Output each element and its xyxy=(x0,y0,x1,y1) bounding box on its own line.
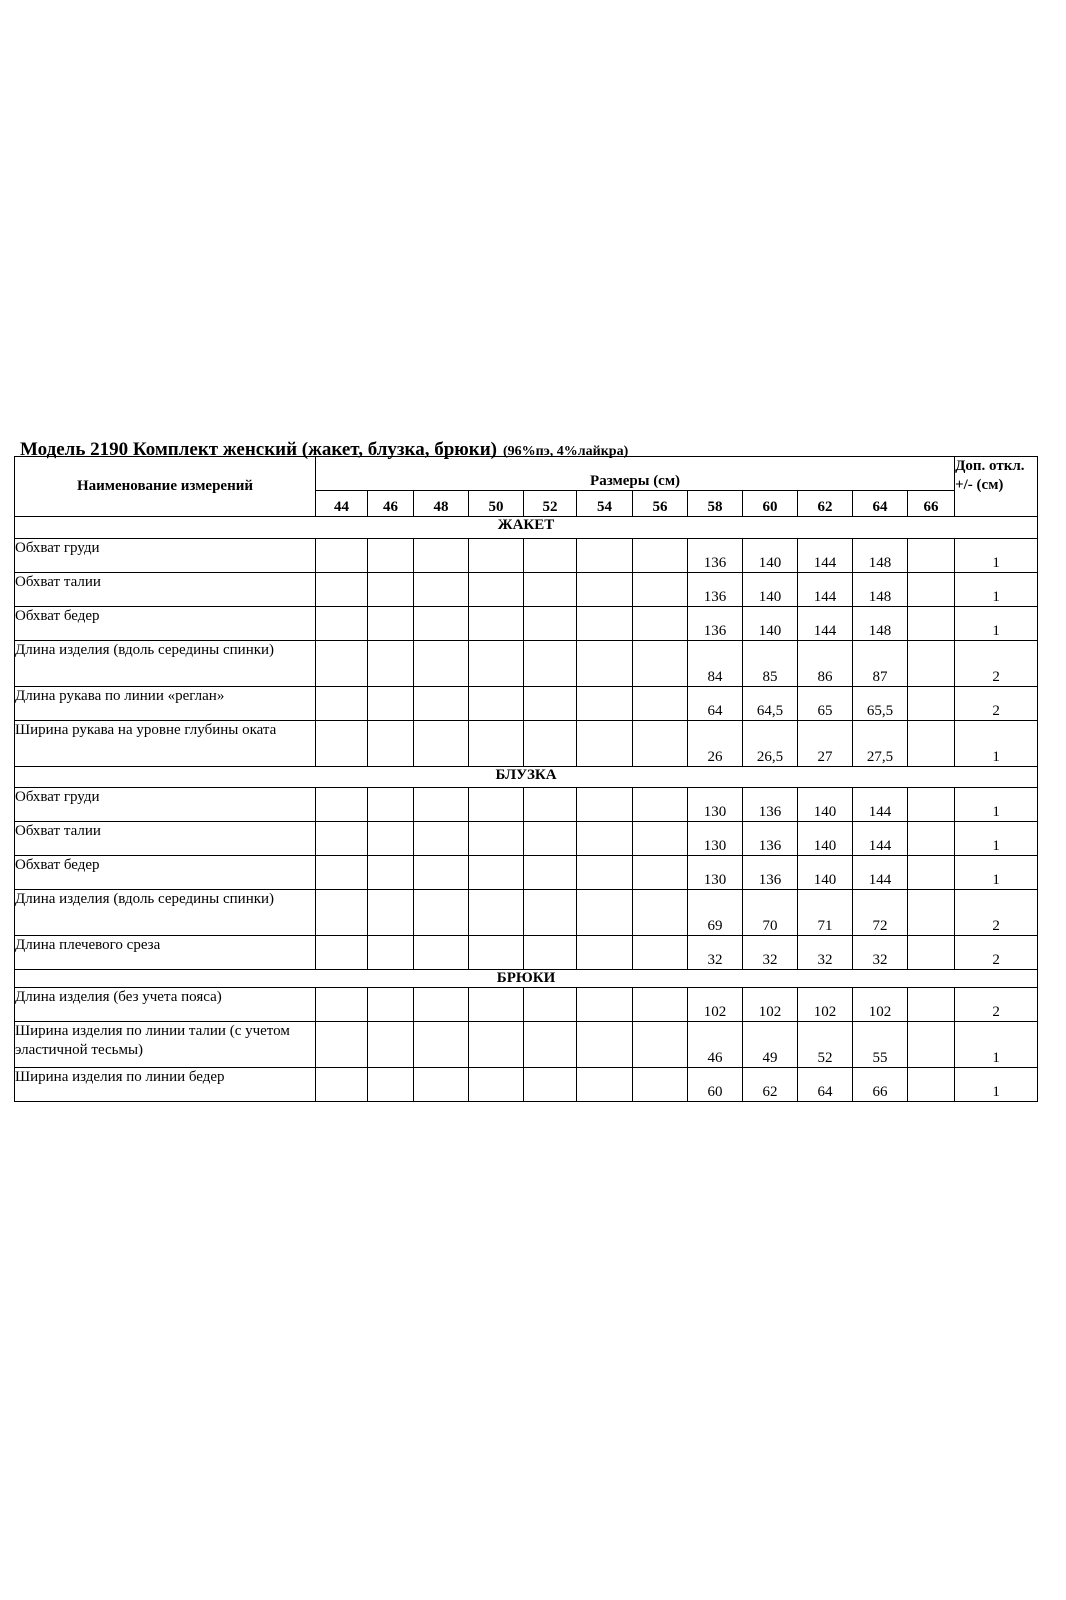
size-value-62: 86 xyxy=(798,641,853,687)
tolerance-value: 1 xyxy=(955,539,1038,573)
size-value-52 xyxy=(524,1022,577,1068)
size-value-60: 32 xyxy=(743,936,798,970)
size-value-64: 144 xyxy=(853,856,908,890)
size-value-64: 87 xyxy=(853,641,908,687)
size-value-44 xyxy=(316,687,368,721)
size-header-64: 64 xyxy=(853,491,908,517)
measurement-row xyxy=(15,573,1038,607)
size-value-50 xyxy=(469,1068,524,1102)
size-value-48 xyxy=(414,687,469,721)
size-value-44 xyxy=(316,1068,368,1102)
size-value-62: 144 xyxy=(798,607,853,641)
measurement-name: Длина изделия (без учета пояса) xyxy=(15,988,316,1022)
size-header-48: 48 xyxy=(414,491,469,517)
size-value-56 xyxy=(633,988,688,1022)
measurement-row xyxy=(15,1068,1038,1102)
size-value-64: 72 xyxy=(853,890,908,936)
size-value-54 xyxy=(577,936,633,970)
tolerance-value: 2 xyxy=(955,936,1038,970)
size-header-52: 52 xyxy=(524,491,577,517)
size-value-48 xyxy=(414,788,469,822)
size-value-52 xyxy=(524,721,577,767)
size-value-44 xyxy=(316,1022,368,1068)
tolerance-value: 1 xyxy=(955,721,1038,767)
size-value-48 xyxy=(414,890,469,936)
measurement-name: Ширина рукава на уровне глубины оката xyxy=(15,721,316,767)
size-value-54 xyxy=(577,988,633,1022)
size-header-44: 44 xyxy=(316,491,368,517)
tolerance-value: 2 xyxy=(955,890,1038,936)
size-value-48 xyxy=(414,721,469,767)
size-value-62: 140 xyxy=(798,788,853,822)
size-value-46 xyxy=(368,856,414,890)
size-value-60: 102 xyxy=(743,988,798,1022)
tolerance-value: 2 xyxy=(955,988,1038,1022)
size-value-58: 130 xyxy=(688,788,743,822)
size-value-60: 140 xyxy=(743,539,798,573)
size-value-50 xyxy=(469,936,524,970)
size-value-56 xyxy=(633,641,688,687)
size-value-48 xyxy=(414,1022,469,1068)
size-value-46 xyxy=(368,788,414,822)
measurement-name: Обхват талии xyxy=(15,573,316,607)
measurement-name-header: Наименование измерений xyxy=(15,457,316,517)
size-value-46 xyxy=(368,641,414,687)
measurement-row xyxy=(15,687,1038,721)
size-value-66 xyxy=(908,1068,955,1102)
measurement-name: Длина рукава по линии «реглан» xyxy=(15,687,316,721)
measurement-row xyxy=(15,822,1038,856)
size-value-46 xyxy=(368,936,414,970)
size-value-62: 65 xyxy=(798,687,853,721)
sizes-header: Размеры (см) xyxy=(316,457,955,491)
size-value-58: 130 xyxy=(688,822,743,856)
size-value-66 xyxy=(908,890,955,936)
size-value-52 xyxy=(524,822,577,856)
size-value-60: 140 xyxy=(743,607,798,641)
size-value-58: 102 xyxy=(688,988,743,1022)
measurement-name: Ширина изделия по линии талии (с учетом эластичной тесьмы) xyxy=(15,1022,316,1068)
size-value-64: 144 xyxy=(853,788,908,822)
size-value-62: 102 xyxy=(798,988,853,1022)
measurement-row xyxy=(15,721,1038,767)
size-value-54 xyxy=(577,856,633,890)
size-value-56 xyxy=(633,936,688,970)
size-value-60: 136 xyxy=(743,788,798,822)
tolerance-value: 1 xyxy=(955,822,1038,856)
size-value-66 xyxy=(908,988,955,1022)
size-value-62: 140 xyxy=(798,822,853,856)
size-value-64: 55 xyxy=(853,1022,908,1068)
size-value-54 xyxy=(577,687,633,721)
size-value-62: 71 xyxy=(798,890,853,936)
size-value-64: 65,5 xyxy=(853,687,908,721)
measurement-name: Длина изделия (вдоль середины спинки) xyxy=(15,641,316,687)
size-value-66 xyxy=(908,641,955,687)
measurement-row xyxy=(15,890,1038,936)
size-header-54: 54 xyxy=(577,491,633,517)
fabric-composition: (96%пэ, 4%лайкра) xyxy=(503,444,629,459)
size-value-58: 60 xyxy=(688,1068,743,1102)
size-value-66 xyxy=(908,539,955,573)
tolerance-value: 1 xyxy=(955,788,1038,822)
section-row xyxy=(15,767,1038,788)
size-value-52 xyxy=(524,539,577,573)
size-value-50 xyxy=(469,573,524,607)
size-value-56 xyxy=(633,573,688,607)
size-value-48 xyxy=(414,641,469,687)
size-value-66 xyxy=(908,607,955,641)
size-value-50 xyxy=(469,641,524,687)
size-value-56 xyxy=(633,822,688,856)
size-value-48 xyxy=(414,822,469,856)
size-value-60: 136 xyxy=(743,822,798,856)
size-value-62: 52 xyxy=(798,1022,853,1068)
size-value-56 xyxy=(633,539,688,573)
size-value-66 xyxy=(908,1022,955,1068)
size-value-54 xyxy=(577,607,633,641)
size-value-50 xyxy=(469,822,524,856)
size-value-50 xyxy=(469,788,524,822)
size-value-54 xyxy=(577,641,633,687)
size-value-64: 27,5 xyxy=(853,721,908,767)
size-value-58: 130 xyxy=(688,856,743,890)
size-value-46 xyxy=(368,890,414,936)
size-value-56 xyxy=(633,856,688,890)
size-value-60: 26,5 xyxy=(743,721,798,767)
size-value-50 xyxy=(469,988,524,1022)
size-value-52 xyxy=(524,607,577,641)
size-value-56 xyxy=(633,788,688,822)
size-value-56 xyxy=(633,721,688,767)
size-value-56 xyxy=(633,1022,688,1068)
size-value-66 xyxy=(908,822,955,856)
size-value-48 xyxy=(414,856,469,890)
size-value-50 xyxy=(469,607,524,641)
measurement-row xyxy=(15,607,1038,641)
size-value-60: 64,5 xyxy=(743,687,798,721)
size-value-50 xyxy=(469,1022,524,1068)
tolerance-value: 1 xyxy=(955,1022,1038,1068)
size-value-66 xyxy=(908,788,955,822)
size-value-46 xyxy=(368,1022,414,1068)
size-value-44 xyxy=(316,539,368,573)
tolerance-value: 1 xyxy=(955,856,1038,890)
size-value-58: 84 xyxy=(688,641,743,687)
size-value-60: 140 xyxy=(743,573,798,607)
size-value-44 xyxy=(316,988,368,1022)
header-row xyxy=(15,457,1038,491)
size-value-48 xyxy=(414,988,469,1022)
size-value-52 xyxy=(524,788,577,822)
size-value-66 xyxy=(908,721,955,767)
size-value-58: 69 xyxy=(688,890,743,936)
size-value-44 xyxy=(316,936,368,970)
size-value-54 xyxy=(577,890,633,936)
size-value-48 xyxy=(414,573,469,607)
size-value-46 xyxy=(368,573,414,607)
model-title: Модель 2190 Комплект женский (жакет, блузка, брюки) xyxy=(20,439,498,460)
size-value-52 xyxy=(524,856,577,890)
measurement-row xyxy=(15,788,1038,822)
size-value-60: 62 xyxy=(743,1068,798,1102)
size-header-50: 50 xyxy=(469,491,524,517)
size-value-64: 102 xyxy=(853,988,908,1022)
size-value-44 xyxy=(316,890,368,936)
size-value-52 xyxy=(524,988,577,1022)
size-value-50 xyxy=(469,721,524,767)
size-value-56 xyxy=(633,607,688,641)
size-value-54 xyxy=(577,1022,633,1068)
size-value-44 xyxy=(316,641,368,687)
size-value-64: 148 xyxy=(853,573,908,607)
measurement-row xyxy=(15,936,1038,970)
measurement-name: Обхват талии xyxy=(15,822,316,856)
size-value-46 xyxy=(368,721,414,767)
size-value-44 xyxy=(316,721,368,767)
size-value-52 xyxy=(524,1068,577,1102)
size-value-50 xyxy=(469,856,524,890)
size-value-66 xyxy=(908,936,955,970)
tolerance-value: 1 xyxy=(955,1068,1038,1102)
size-value-64: 32 xyxy=(853,936,908,970)
size-header-62: 62 xyxy=(798,491,853,517)
size-value-58: 136 xyxy=(688,607,743,641)
size-value-46 xyxy=(368,1068,414,1102)
measurement-name: Обхват груди xyxy=(15,788,316,822)
section-title: БРЮКИ xyxy=(15,970,1038,988)
size-value-54 xyxy=(577,822,633,856)
size-value-50 xyxy=(469,890,524,936)
size-value-60: 49 xyxy=(743,1022,798,1068)
size-value-48 xyxy=(414,539,469,573)
size-value-44 xyxy=(316,573,368,607)
measurement-row xyxy=(15,856,1038,890)
measurement-name: Обхват бедер xyxy=(15,856,316,890)
size-value-52 xyxy=(524,936,577,970)
size-value-46 xyxy=(368,988,414,1022)
size-value-64: 66 xyxy=(853,1068,908,1102)
size-value-46 xyxy=(368,687,414,721)
size-value-54 xyxy=(577,573,633,607)
size-value-50 xyxy=(469,539,524,573)
size-value-56 xyxy=(633,687,688,721)
size-value-44 xyxy=(316,788,368,822)
measurement-row xyxy=(15,641,1038,687)
size-value-50 xyxy=(469,687,524,721)
size-chart-table xyxy=(14,456,1038,1102)
measurement-row xyxy=(15,988,1038,1022)
measurement-row xyxy=(15,539,1038,573)
tolerance-value: 1 xyxy=(955,573,1038,607)
size-value-64: 144 xyxy=(853,822,908,856)
size-value-66 xyxy=(908,687,955,721)
size-value-46 xyxy=(368,607,414,641)
size-value-56 xyxy=(633,890,688,936)
measurement-row xyxy=(15,1022,1038,1068)
section-row xyxy=(15,517,1038,539)
size-value-52 xyxy=(524,641,577,687)
size-value-58: 32 xyxy=(688,936,743,970)
size-value-52 xyxy=(524,687,577,721)
size-value-48 xyxy=(414,607,469,641)
size-value-46 xyxy=(368,539,414,573)
size-value-66 xyxy=(908,573,955,607)
section-title: ЖАКЕТ xyxy=(15,517,1038,539)
size-value-60: 85 xyxy=(743,641,798,687)
size-value-62: 140 xyxy=(798,856,853,890)
size-header-46: 46 xyxy=(368,491,414,517)
size-value-44 xyxy=(316,607,368,641)
size-value-60: 70 xyxy=(743,890,798,936)
size-value-58: 136 xyxy=(688,539,743,573)
size-header-58: 58 xyxy=(688,491,743,517)
size-value-66 xyxy=(908,856,955,890)
size-value-52 xyxy=(524,573,577,607)
tolerance-value: 2 xyxy=(955,641,1038,687)
measurement-name: Обхват груди xyxy=(15,539,316,573)
size-value-60: 136 xyxy=(743,856,798,890)
size-value-56 xyxy=(633,1068,688,1102)
size-value-62: 144 xyxy=(798,539,853,573)
tolerance-value: 1 xyxy=(955,607,1038,641)
size-value-58: 46 xyxy=(688,1022,743,1068)
measurement-name: Длина плечевого среза xyxy=(15,936,316,970)
measurement-name: Обхват бедер xyxy=(15,607,316,641)
size-value-46 xyxy=(368,822,414,856)
size-value-58: 26 xyxy=(688,721,743,767)
section-title: БЛУЗКА xyxy=(15,767,1038,788)
size-header-56: 56 xyxy=(633,491,688,517)
size-value-54 xyxy=(577,721,633,767)
size-value-58: 136 xyxy=(688,573,743,607)
size-value-48 xyxy=(414,936,469,970)
measurement-name: Ширина изделия по линии бедер xyxy=(15,1068,316,1102)
size-value-58: 64 xyxy=(688,687,743,721)
size-value-64: 148 xyxy=(853,539,908,573)
size-value-64: 148 xyxy=(853,607,908,641)
size-value-48 xyxy=(414,1068,469,1102)
size-value-52 xyxy=(524,890,577,936)
size-header-60: 60 xyxy=(743,491,798,517)
size-value-54 xyxy=(577,539,633,573)
size-value-62: 144 xyxy=(798,573,853,607)
measurement-name: Длина изделия (вдоль середины спинки) xyxy=(15,890,316,936)
size-value-44 xyxy=(316,822,368,856)
size-value-44 xyxy=(316,856,368,890)
tolerance-header: Доп. откл. +/- (см) xyxy=(955,457,1038,517)
size-value-62: 64 xyxy=(798,1068,853,1102)
size-header-66: 66 xyxy=(908,491,955,517)
section-row xyxy=(15,970,1038,988)
size-value-62: 27 xyxy=(798,721,853,767)
tolerance-value: 2 xyxy=(955,687,1038,721)
size-value-54 xyxy=(577,788,633,822)
size-value-62: 32 xyxy=(798,936,853,970)
size-value-54 xyxy=(577,1068,633,1102)
